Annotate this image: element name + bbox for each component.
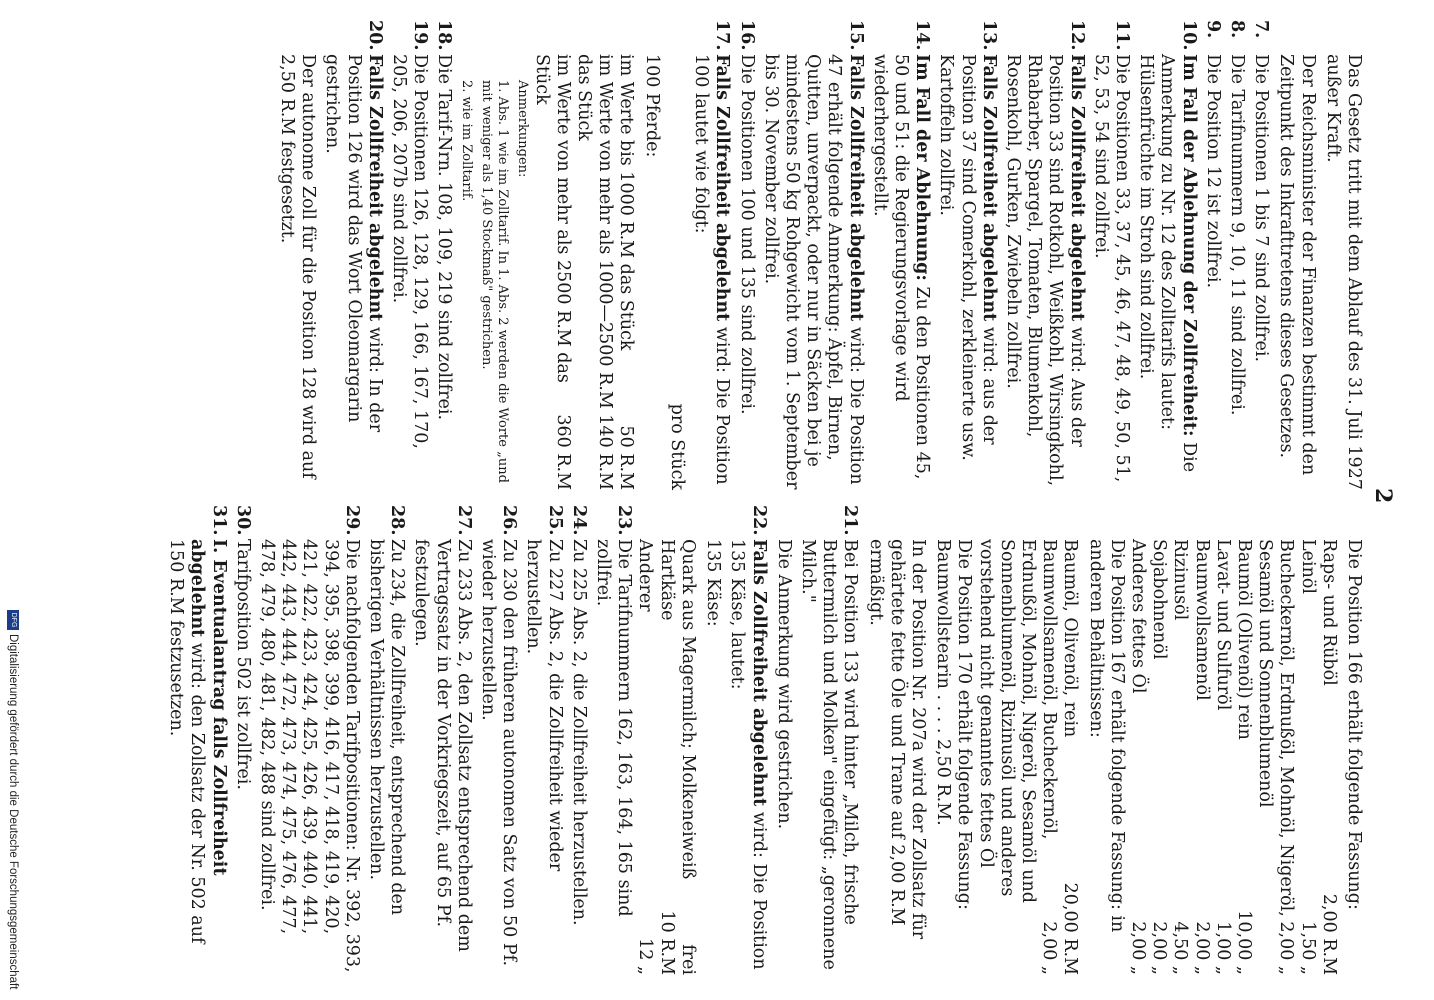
paragraph: In der Position Nr. 207a wird der Zollsatz für gehärtete fette Öle und Trane auf 2,00 R.M ermäßigt.	[865, 539, 928, 940]
item-emphasis: Falls Zollfreiheit abgelehnt	[845, 54, 866, 322]
item-number: 9.	[1202, 20, 1223, 39]
tariff-value: 4,50 „	[1170, 921, 1191, 975]
paragraph: Der autonome Zoll für die Position 128 wird auf 2,50 R.M festgesetzt.	[277, 54, 319, 479]
item-text: Die Tarif-Nrn. 108, 109, 219 sind zollfrei.	[434, 54, 455, 421]
tariff-label: Leinöl	[1297, 539, 1318, 594]
item-number: 31.	[208, 505, 229, 536]
tariff-value: 360 R.M	[552, 414, 573, 490]
numbered-item	[1090, 20, 1132, 490]
item-number: 22.	[748, 505, 769, 536]
tariff-label: Quark aus Magermilch; Molkeneiweiß	[677, 539, 698, 880]
item-text: wird: aus der Position 37 sind Comerkohl, zerkleinerte usw. Kartoffeln zollfrei.	[936, 54, 999, 461]
item-text: Zu 227 Abs. 2, die Zollfreiheit wieder herzustellen.	[523, 539, 565, 872]
item-text: Zu 233 Abs. 2, den Zollsatz entsprechend dem Vertragssatz in der Vorkriegszeit, auf 65 Pf. festzulegen.	[411, 539, 474, 952]
footnote: Anmerkungen:	[515, 80, 531, 178]
item-number: 17.	[712, 20, 733, 51]
right-column	[162, 505, 1364, 975]
numbered-item	[433, 20, 454, 490]
paragraph: Das Gesetz tritt mit dem Ablauf des 31. Juli 1927 außer Kraft.	[1322, 54, 1364, 490]
paragraph: 100 Pferde:	[641, 54, 662, 158]
item-text: Die Positionen 1 bis 7 sind zollfrei.	[1251, 54, 1272, 363]
item-number: 14.	[912, 20, 933, 51]
item-emphasis: I. Eventualantrag falls Zollfreiheit abgelehnt	[187, 539, 229, 876]
paragraph: 135 Käse:	[703, 539, 724, 627]
item-text: Zu 225 Abs. 2, die Zollfreiheit herzustellen.	[568, 539, 589, 926]
numbered-item	[365, 505, 407, 975]
tariff-row	[573, 20, 615, 490]
footnote: 2. wie im Zolltarif.	[459, 80, 475, 202]
item-number: 18.	[434, 20, 455, 51]
tariff-row	[656, 505, 677, 975]
numbered-item	[760, 20, 866, 490]
tariff-value: 10 R.M	[656, 910, 677, 975]
tariff-row	[1318, 505, 1339, 975]
item-emphasis: Falls Zollfreiheit abgelehnt	[364, 54, 385, 322]
item-text: Die nachfolgenden Tarifpositionen: Nr. 392, 393, 394, 395, 398, 399, 416, 417, 418, 419, 420, 421, 422, 423, 424, 425, 426, 439, 440, 441, 442, 443, 444, 472, 473, 474, 475, 476, 477, 478, 479, 480, 481, 482, 488 sind zollfrei.	[257, 539, 362, 973]
item-number: 15.	[845, 20, 866, 51]
item-text: Die Positionen 100 und 135 sind zollfrei.	[736, 54, 757, 415]
tariff-row	[1059, 505, 1080, 975]
tariff-label: im Werte von mehr als 1000—2500 R.M das Stück	[574, 54, 616, 409]
numbered-item	[1202, 20, 1223, 490]
tariff-label: Anderer	[635, 539, 656, 612]
tariff-label: Baumwollsamenöl	[1191, 539, 1212, 701]
item-text: Die Positionen 33, 37, 45, 46, 47, 48, 49, 50, 51, 52, 53, 54 sind zollfrei.	[1090, 54, 1132, 483]
item-number: 7.	[1251, 20, 1272, 39]
item-number: 27.	[453, 505, 474, 536]
item-text: Die Tarifnummern 9, 10, 11 sind zollfrei.	[1226, 54, 1247, 416]
item-text: wird: Die Position 47 erhält folgende Anmerkung: Äpfel, Birnen, Quitten, unverpackt, oder nur in Säcken bei je mindestens 50 kg Rohgewicht vom 1. September bis 30. November zollfrei.	[760, 54, 866, 490]
item-text: Die Anmerkung zu Nr. 12 des Zolltarifs lautet: Hülsenfrüchte im Stroh sind zollfrei.	[1136, 54, 1199, 473]
tariff-value: 2,00 R.M	[1318, 893, 1339, 975]
item-number: 11.	[1111, 20, 1132, 51]
item-text: Bei Position 133 wird hinter „Milch, frische Buttermilch und Molken" eingefügt: „geronnene Milch."	[797, 539, 861, 970]
item-text: Tarifposition 502 ist zollfrei.	[232, 539, 253, 790]
item-text: wird: den Zollsatz der Nr. 502 auf 150 R.M festzusetzen.	[166, 539, 208, 944]
item-text: wird: Aus der Position 33 sind Rotkohl, Weißkohl, Wirsingkohl, Rhabarber, Spargel, Tomaten, Blumenkohl, Rosenkohl, Gurken, Zwiebeln zollfrei.	[1002, 54, 1087, 487]
item-number: 21.	[840, 505, 861, 536]
tariff-row	[1296, 505, 1317, 975]
tariff-label: Sojabohnenöl	[1149, 539, 1170, 660]
tariff-row	[1233, 505, 1254, 975]
tariff-row	[1148, 505, 1169, 975]
item-text: wird: Die Position 135 Käse, lautet:	[727, 539, 769, 970]
dfg-logo-icon: DFG	[7, 610, 19, 630]
numbered-item	[797, 505, 861, 975]
paragraph: Die Anmerkung wird gestrichen.	[773, 539, 794, 830]
tariff-row	[1127, 505, 1148, 975]
numbered-item	[410, 505, 474, 975]
tariff-label: Hartkäse	[656, 539, 677, 621]
tariff-label: im Werte von mehr als 2500 R.M das Stück	[531, 54, 573, 383]
item-text: Die Position 12 ist zollfrei.	[1202, 54, 1223, 289]
tariff-row	[1254, 505, 1296, 975]
tariff-value: 1,50 „	[1297, 921, 1318, 975]
numbered-item	[935, 20, 999, 490]
tariff-row	[530, 20, 572, 490]
item-emphasis: Falls Zollfreiheit abgelehnt	[978, 54, 999, 322]
tariff-value: 10,00 „	[1233, 910, 1254, 975]
tariff-value: 2,00 „	[1127, 921, 1148, 975]
item-number: 16.	[736, 20, 757, 51]
digitization-credit	[2, 610, 24, 995]
item-emphasis: Im Fall der Ablehnung der Zollfreiheit:	[1178, 54, 1199, 437]
item-text: Zu 230 den früheren autonomen Satz von 50 Pf. wieder herzustellen.	[478, 539, 520, 967]
item-text: wird: Die Position 100 lautet wie folgt:	[691, 54, 733, 485]
tariff-value: 12 „	[635, 938, 656, 975]
tariff-row	[1190, 505, 1211, 975]
item-number: 8.	[1226, 20, 1247, 39]
paragraph: Die Position 166 erhält folgende Fassung:	[1344, 539, 1364, 910]
numbered-item	[690, 20, 732, 490]
item-number: 20.	[364, 20, 385, 51]
tariff-row	[634, 505, 655, 975]
tariff-label: Baumöl, Olivenöl, rein	[1060, 539, 1081, 738]
tariff-label: Anderes fettes Öl	[1127, 539, 1148, 694]
numbered-item	[388, 20, 430, 490]
numbered-item	[256, 505, 362, 975]
numbered-item	[1135, 20, 1199, 490]
tariff-label: Bucheckernöl, Erdnußöl, Mohnöl, Nigeröl, Sesamöl und Sonnenblumenöl	[1255, 539, 1297, 917]
tariff-value: 140 R.M	[595, 414, 616, 490]
tariff-value: 50 R.M	[616, 425, 637, 490]
item-number: 19.	[410, 20, 431, 51]
item-text: Die Tarifnummern 162, 163, 164, 165 sind zollfrei.	[593, 539, 635, 917]
numbered-item	[869, 20, 933, 490]
numbered-item	[568, 505, 589, 975]
tariff-row	[1212, 505, 1233, 975]
paragraph: Die Position 167 erhält folgende Fassung: in anderen Behältnissen:	[1085, 539, 1127, 933]
tariff-value: 2,00 „	[1191, 921, 1212, 975]
page-number: 2	[1370, 488, 1396, 504]
item-text: Zu den Positionen 45, 50 und 51: die Regierungsvorlage wird wiederhergestellt.	[869, 54, 933, 480]
item-number: 30.	[232, 505, 253, 536]
numbered-item	[165, 505, 229, 975]
tariff-value: frei	[677, 944, 698, 975]
numbered-item	[1226, 20, 1247, 490]
numbered-item	[1002, 20, 1087, 490]
item-emphasis: Falls Zollfreiheit abgelehnt	[712, 54, 733, 322]
tariff-label: Raps- und Rüböl	[1318, 539, 1339, 686]
numbered-item	[1250, 20, 1271, 490]
tariff-value: 2,00 „	[1149, 921, 1170, 975]
credit-text: Digitalisierung gefördert durch die Deutsche Forschungsgemeinschaft	[7, 634, 19, 990]
item-number: 10.	[1178, 20, 1199, 51]
item-text: Die Positionen 126, 128, 129, 166, 167, 170, 205, 206, 207b sind zollfrei.	[389, 54, 431, 449]
paragraph: Der Reichsminister der Finanzen bestimmt den Zeitpunkt des Inkrafttretens dieses Gesetzes.	[1276, 54, 1318, 476]
item-number: 29.	[341, 505, 362, 536]
item-number: 12.	[1066, 20, 1087, 51]
item-number: 28.	[387, 505, 408, 536]
tariff-value: 20,00 R.M	[1060, 882, 1081, 975]
tariff-row	[974, 505, 1059, 975]
item-number: 13.	[978, 20, 999, 51]
paragraph: Die Position 170 erhält folgende Fassung: Baumwollstearin . . . . 2,50 R.M.	[933, 539, 975, 910]
numbered-item	[321, 20, 385, 490]
numbered-item	[232, 505, 253, 975]
item-number: 26.	[499, 505, 520, 536]
tariff-row	[677, 505, 698, 975]
tariff-label: Rizinusöl	[1170, 539, 1191, 621]
numbered-item	[726, 505, 768, 975]
tariff-label: Lavat- und Sulfuröl	[1212, 539, 1233, 711]
item-number: 24.	[568, 505, 589, 536]
tariff-label: Baumwollsamenöl, Bucheckernöl, Erdnußöl, Mohnöl, Nigeröl, Sesamöl und Sonnenblumenöl, Rizinusöl und anderes vorstehend nicht genanntes fettes Öl	[975, 539, 1060, 903]
item-number: 23.	[614, 505, 635, 536]
tariff-label: im Werte bis 1000 R.M das Stück	[616, 54, 637, 351]
paragraph: pro Stück	[666, 403, 687, 490]
numbered-item	[477, 505, 519, 975]
item-text: Zu 234, die Zollfreiheit, entsprechend den bisherigen Verhältnissen herzustellen.	[366, 539, 408, 916]
tariff-value: 1,00 „	[1212, 921, 1233, 975]
numbered-item	[735, 20, 756, 490]
item-number: 25.	[544, 505, 565, 536]
tariff-row	[615, 20, 636, 490]
left-column	[272, 20, 1364, 490]
tariff-value: 2,00 „	[1276, 921, 1297, 975]
item-emphasis: Falls Zollfreiheit abgelehnt	[1066, 54, 1087, 322]
tariff-value: 2,00 „	[1039, 921, 1060, 975]
footnote: 1. Abs. 1 wie im Zolltarif. In 1. Abs. 2 werden die Worte „und mit weniger als 1,40 Stockmaß" gestrichen.	[479, 80, 511, 483]
tariff-row	[1169, 505, 1190, 975]
numbered-item	[522, 505, 564, 975]
item-emphasis: Falls Zollfreiheit abgelehnt	[748, 539, 769, 807]
tariff-label: Baumöl (Olivenöl) rein	[1233, 539, 1254, 740]
item-text: wird: In der Position 126 wird das Wort Oleomargarin gestrichen.	[322, 54, 385, 433]
item-emphasis: Im Fall der Ablehnung:	[912, 54, 933, 281]
numbered-item	[592, 505, 634, 975]
